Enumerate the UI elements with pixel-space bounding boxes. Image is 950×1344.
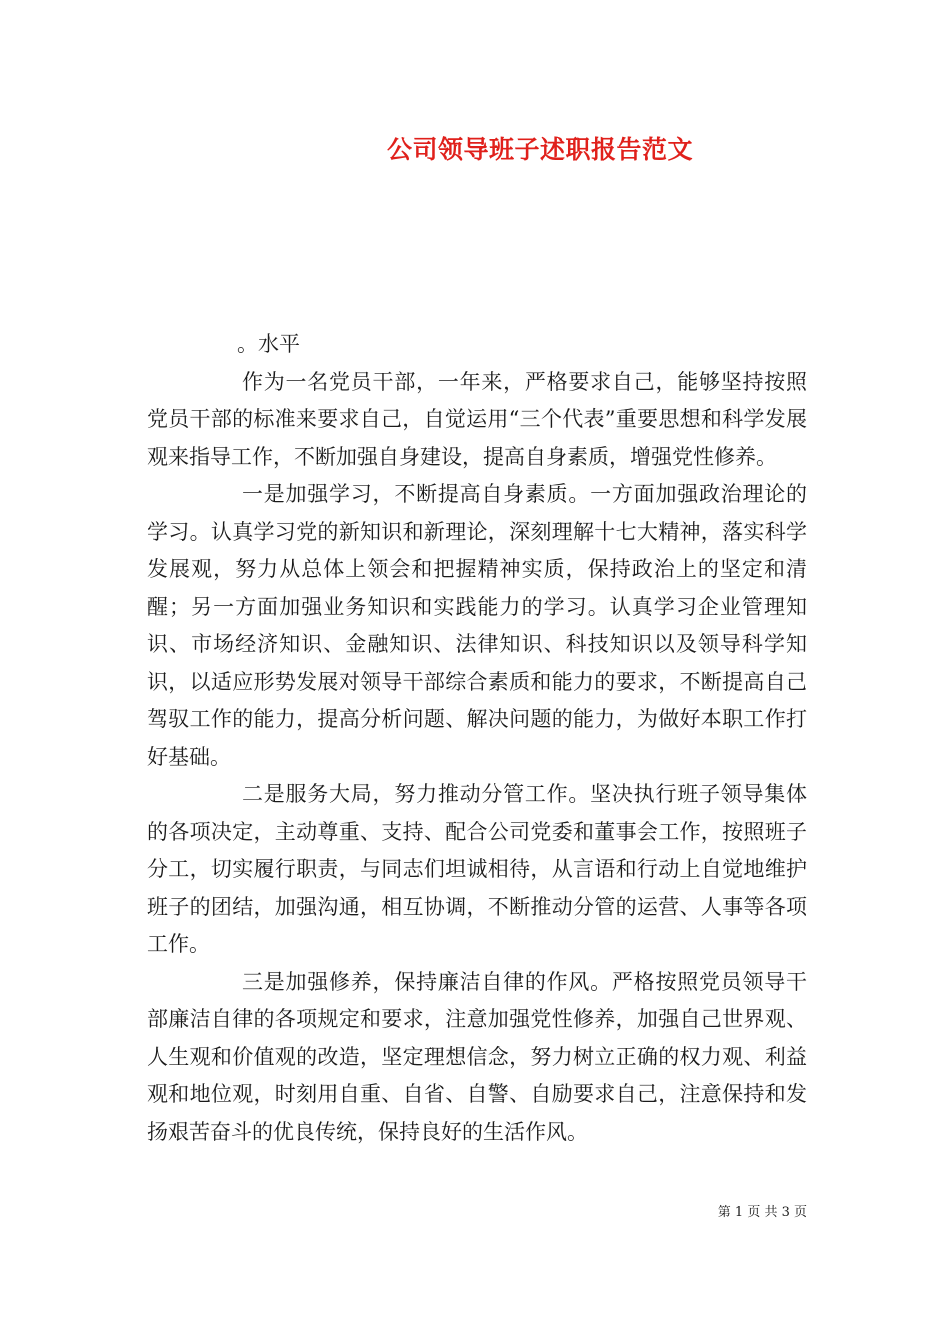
paragraph-intro: 作为一名党员干部，一年来，严格要求自己，能够坚持按照党员干部的标准来要求自己，自觉运用“三个代表”重要思想和科学发展观来指导工作，不断加强自身建设，提高自身素质，增强党性修养。 [147,369,807,469]
page-number: 第 1 页 共 3 页 [717,1205,807,1220]
text-fragment: 。水平 [237,332,300,356]
document-body [147,326,807,1151]
paragraph-service: 二是服务大局，努力推动分管工作。坚决执行班子领导集体的各项决定，主动尊重、支持、配合公司党委和董事会工作，按照班子分工，切实履行职责，与同志们坦诚相待，从言语和行动上自觉地维护班子的团结，加强沟通，相互协调，不断推动分管的运营、人事等各项工作。 [147,782,807,956]
paragraph-integrity: 三是加强修养，保持廉洁自律的作风。严格按照党员领导干部廉洁自律的各项规定和要求，注意加强党性修养，加强自己世界观、人生观和价值观的改造，坚定理想信念，努力树立正确的权力观、利益观和地位观，时刻用自重、自省、自警、自励要求自己，注意保持和发扬艰苦奋斗的优良传统，保持良好的生活作风。 [147,969,807,1144]
paragraph-study: 一是加强学习，不断提高自身素质。一方面加强政治理论的学习。认真学习党的新知识和新理论，深刻理解十七大精神，落实科学发展观，努力从总体上领会和把握精神实质，保持政治上的坚定和清醒；另一方面加强业务知识和实践能力的学习。认真学习企业管理知识、市场经济知识、金融知识、法律知识、科技知识以及领导科学知识，以适应形势发展对领导干部综合素质和能力的要求，不断提高自己驾驭工作的能力，提高分析问题、解决问题的能力，为做好本职工作打好基础。 [147,482,807,769]
page-title: 公司领导班子述职报告范文 [386,135,693,164]
